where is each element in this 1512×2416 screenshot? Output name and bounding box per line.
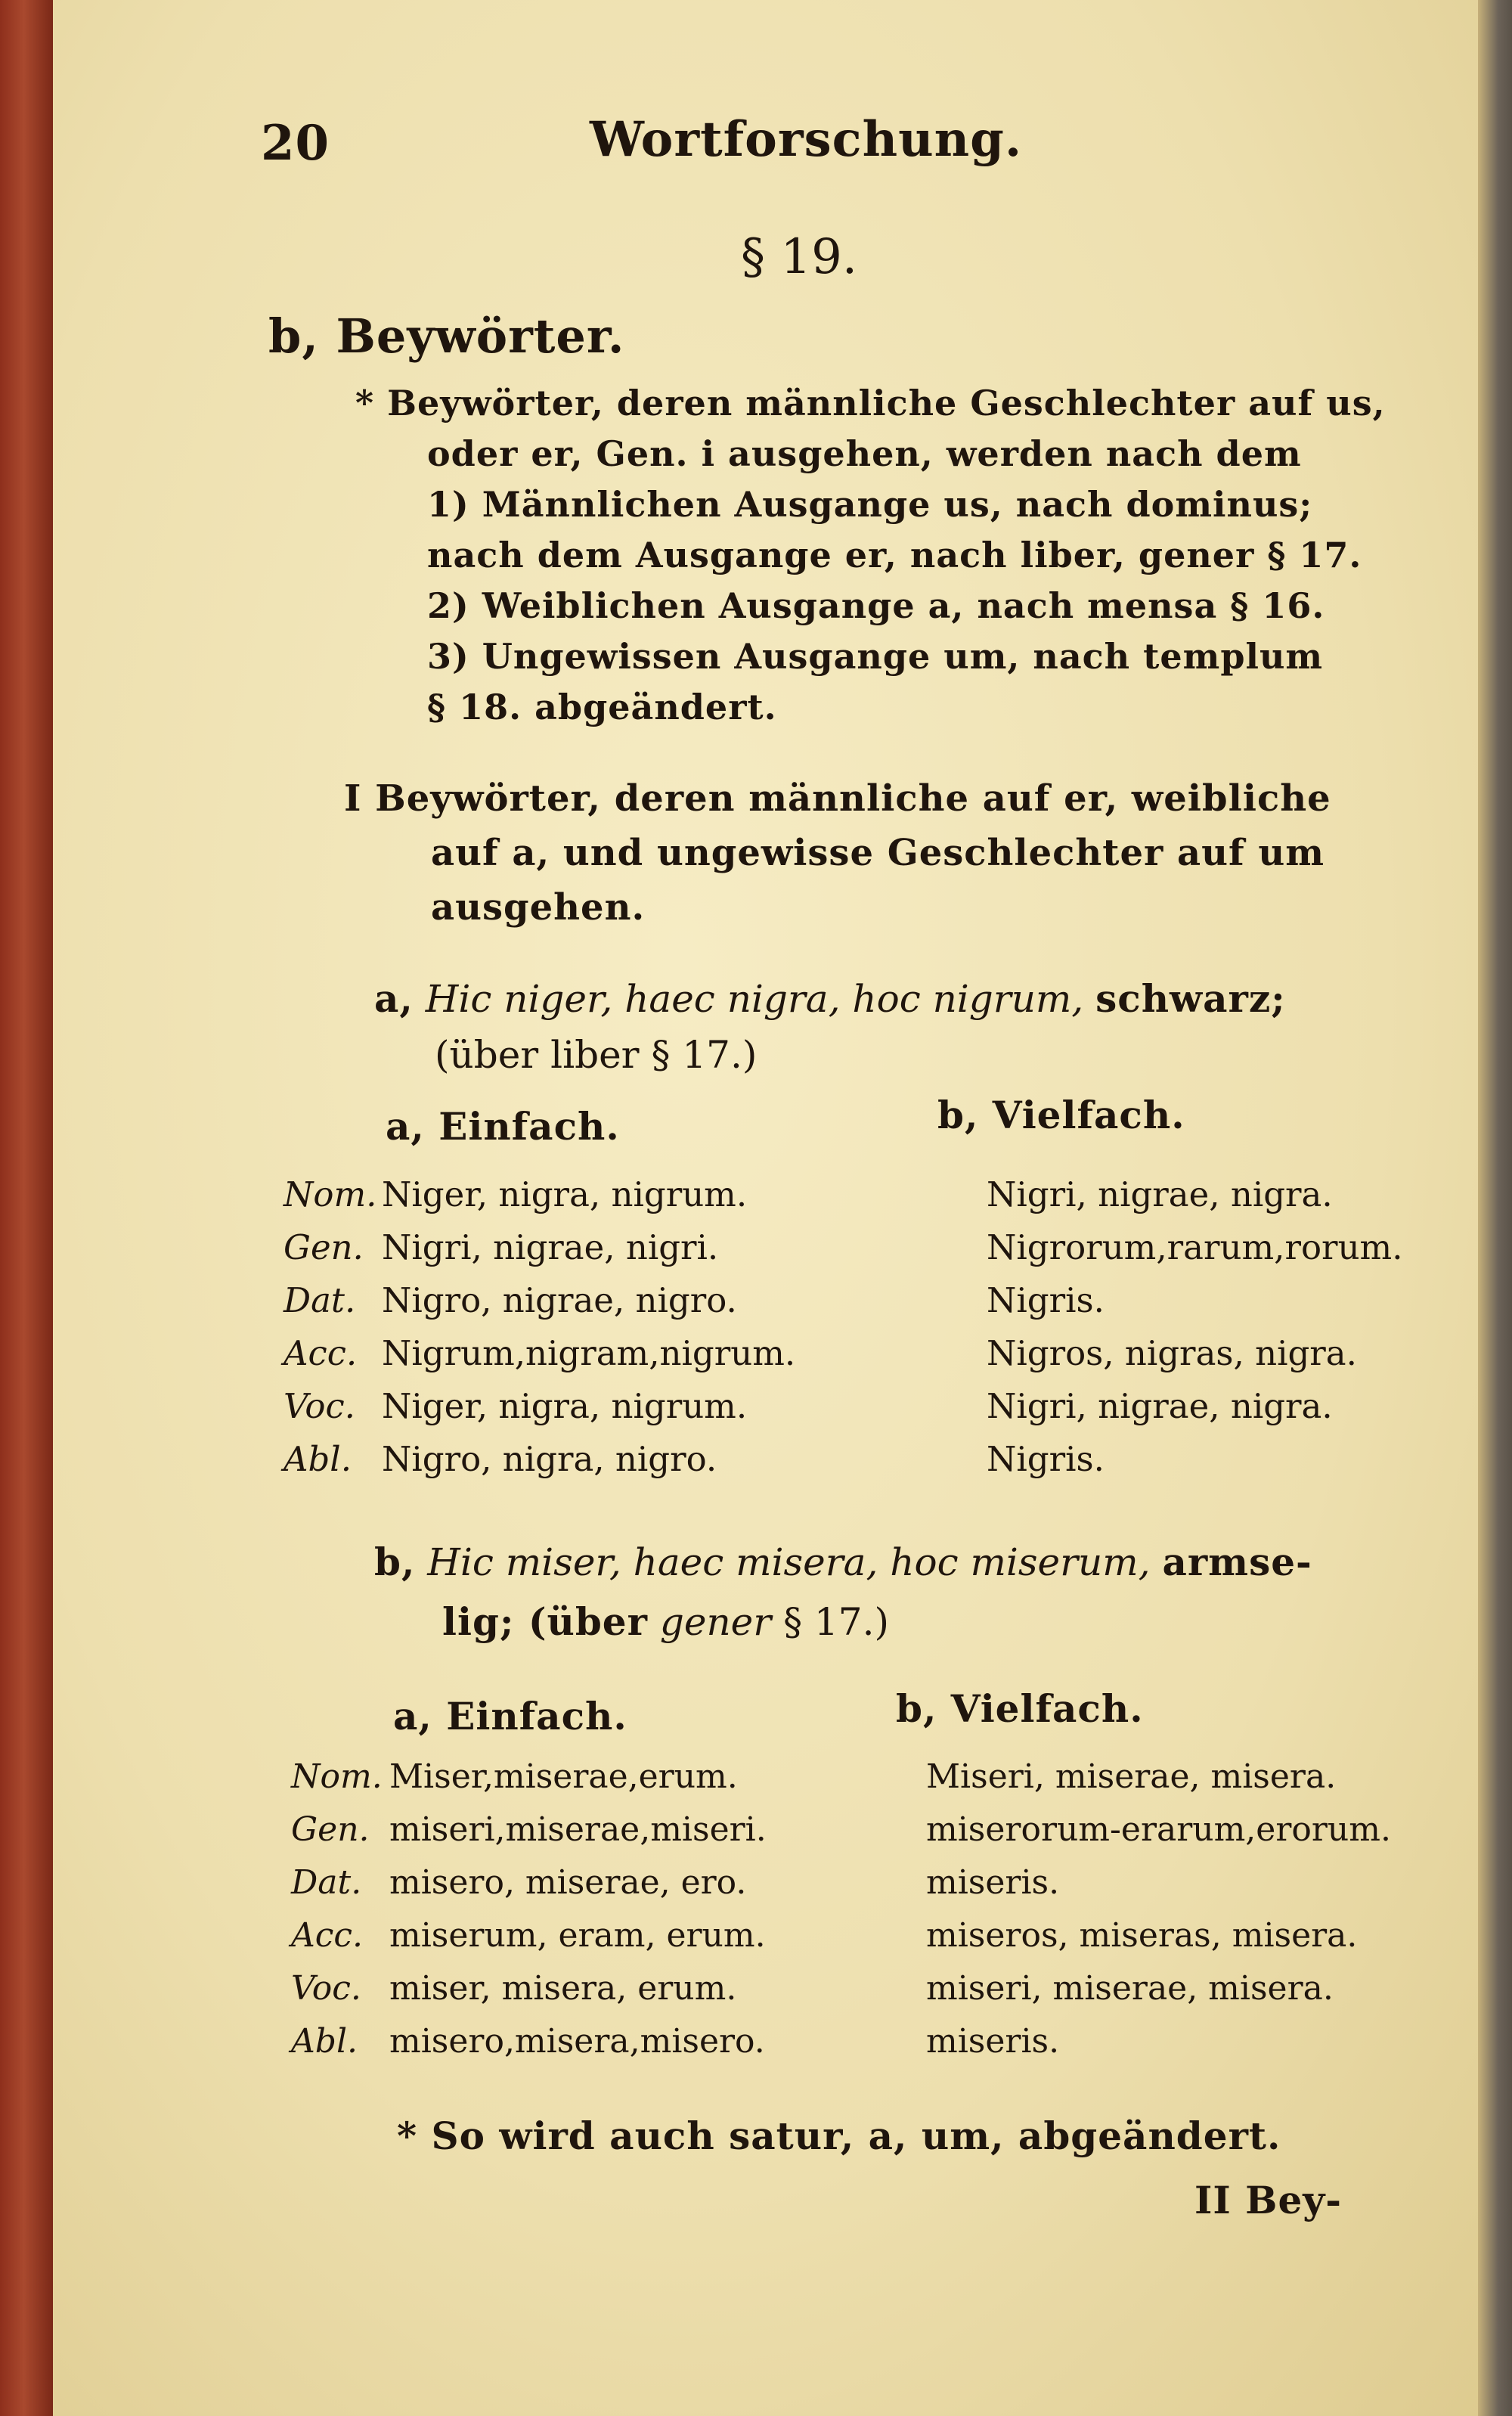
example-b-reference: lig; (über gener § 17.) (442, 1599, 889, 1644)
table-row: Abl. misero,misera,misero. miseris. (291, 2022, 1060, 2061)
book-binding-edge (0, 0, 53, 2416)
intro-line-6: 3) Ungewissen Ausgange um, nach templum (427, 636, 1324, 677)
example-a-latin: Hic niger, haec nigra, hoc nigrum, (425, 977, 1084, 1021)
example-a-reference: (über liber § 17.) (435, 1033, 758, 1077)
table-row: Gen. miseri,miserae,miseri. miserorum-erarum,erorum. (291, 1810, 1391, 1849)
table-row: Nom. Miser,miserae,erum. Miseri, miserae, misera. (291, 1757, 1337, 1796)
table-row: Voc. miser, misera, erum. miseri, miserae, misera. (291, 1969, 1334, 2008)
section-heading-title: Beywörter. (336, 309, 625, 364)
section-heading (268, 306, 624, 367)
intro-line-3: 1) Männlichen Ausgange us, nach dominus; (427, 484, 1313, 525)
section-heading-letter: b, (268, 309, 319, 364)
table-row: Dat. Nigro, nigrae, nigro. Nigris. (284, 1280, 1105, 1320)
part-one-line-2: auf a, und ungewisse Geschlechter auf um (431, 832, 1325, 874)
intro-line-7: § 18. abgeändert. (427, 687, 777, 727)
table-row: Nom. Niger, nigra, nigrum. Nigri, nigrae, nigra. (284, 1174, 1333, 1214)
example-b-label: b, (374, 1540, 416, 1584)
example-b-singular-heading: a, Einfach. (393, 1694, 627, 1738)
catchword: II Bey- (1194, 2178, 1343, 2222)
example-b-plural-heading: b, Vielfach. (896, 1686, 1144, 1731)
table-row: Gen. Nigri, nigrae, nigri. Nigrorum,rarum,rorum. (284, 1227, 1403, 1267)
part-one-line-3: ausgehen. (431, 886, 646, 929)
example-a-german: schwarz; (1095, 976, 1286, 1021)
declension-table-niger (284, 1168, 1403, 1486)
example-a-singular-heading: a, Einfach. (386, 1104, 620, 1149)
example-a-title (374, 972, 1286, 1026)
table-row: Acc. Nigrum,nigram,nigrum. Nigros, nigras, nigra. (284, 1333, 1357, 1373)
example-a-plural-heading: b, Vielfach. (937, 1093, 1185, 1137)
example-b-title (374, 1535, 1312, 1589)
running-title: Wortforschung. (590, 111, 1023, 168)
declension-table-miser (291, 1751, 1391, 2068)
example-b-german: armse- (1162, 1540, 1312, 1584)
example-b-latin: Hic miser, haec misera, hoc miserum, (427, 1540, 1151, 1584)
table-row: Voc. Niger, nigra, nigrum. Nigri, nigrae, nigra. (284, 1386, 1333, 1426)
part-one (344, 771, 1331, 935)
intro-line-1: * Beywörter, deren männliche Geschlechter auf us, (355, 383, 1386, 423)
part-one-line-1: I Beywörter, deren männliche auf er, weibliche (344, 777, 1331, 820)
table-row: Acc. miserum, eram, erum. miseros, miseras, misera. (291, 1916, 1358, 1955)
section-marker: § 19. (741, 229, 858, 285)
intro-line-2: oder er, Gen. i ausgehen, werden nach dem (427, 433, 1302, 474)
table-row: Abl. Nigro, nigra, nigro. Nigris. (284, 1439, 1105, 1479)
intro-line-5: 2) Weiblichen Ausgange a, nach mensa § 16. (427, 585, 1325, 626)
intro-note (355, 378, 1386, 733)
intro-line-4: nach dem Ausgange er, nach liber, gener § 17. (427, 535, 1362, 575)
example-a-label: a, (374, 976, 414, 1021)
page-edge-shadow (1478, 0, 1512, 2416)
table-row: Dat. misero, miserae, ero. miseris. (291, 1863, 1060, 1902)
closing-note: * So wird auch satur, a, um, abgeändert. (397, 2114, 1281, 2158)
page-number: 20 (261, 115, 330, 172)
